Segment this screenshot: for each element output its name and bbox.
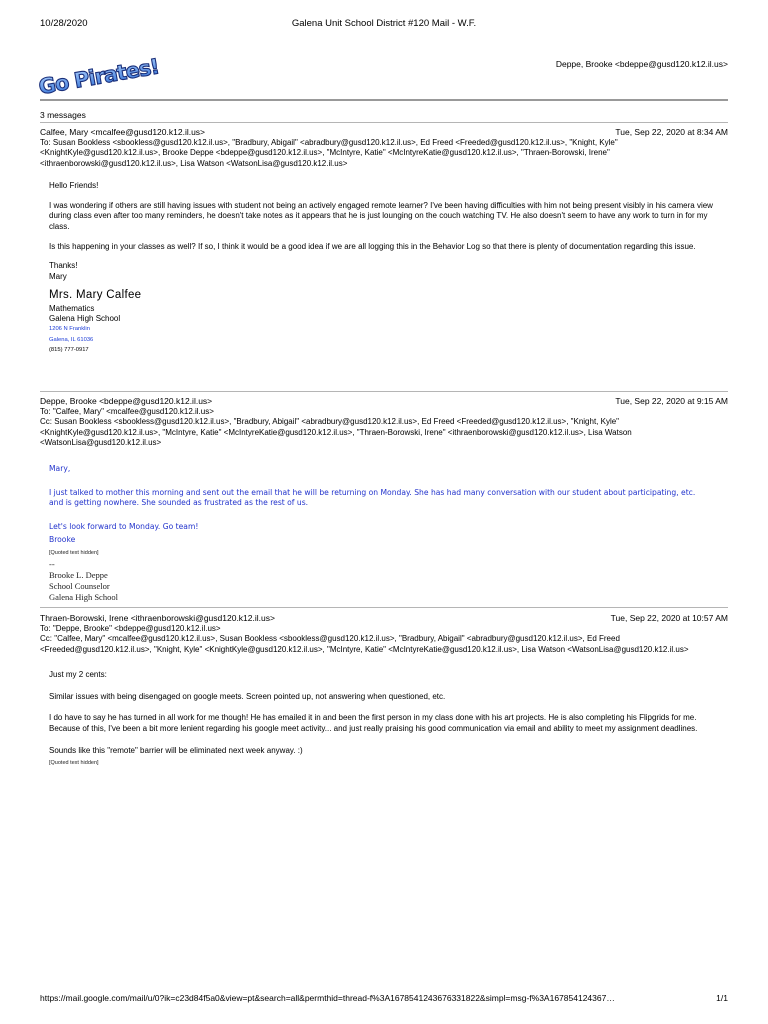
divider xyxy=(40,391,728,392)
page-number: 1/1 xyxy=(716,993,728,1003)
message-date: Tue, Sep 22, 2020 at 9:15 AM xyxy=(615,396,728,406)
body-paragraph: Is this happening in your classes as well? If so, I think it would be a good idea if we are all logging this in the Behavior Log so that there is plenty of documentation regarding this issue. xyxy=(49,241,696,251)
body-paragraph: I just talked to mother this morning and sent out the email that he will be returning on Monday. She has had many conversation with our student about participating, etc. xyxy=(49,487,696,497)
signature-school: Galena High School xyxy=(49,314,121,324)
body-paragraph: Let's look forward to Monday. Go team! xyxy=(49,522,199,532)
message-3 xyxy=(40,613,728,769)
body-paragraph: Mary xyxy=(49,271,67,281)
print-header xyxy=(40,18,728,32)
message-recipients: To: "Deppe, Brooke" <bdeppe@gusd120.k12.il.us> xyxy=(40,623,221,633)
message-count: 3 messages xyxy=(40,110,86,120)
message-body xyxy=(40,464,728,546)
print-date: 10/28/2020 xyxy=(40,18,88,29)
svg-text:Go Pirates!: Go Pirates! xyxy=(36,54,161,100)
message-sender: Deppe, Brooke <bdeppe@gusd120.k12.il.us> xyxy=(40,396,213,406)
message-body xyxy=(40,670,728,756)
body-paragraph: Brooke xyxy=(49,535,76,545)
go-pirates-logo xyxy=(36,48,161,100)
message-1 xyxy=(40,127,728,355)
print-title: Galena Unit School District #120 Mail - W.F. xyxy=(291,18,477,29)
body-paragraph: I do have to say he has turned in all work for me though! He has emailed it in and been the first person in my class done with his art projects. He is also completing his Flipgrids for me. Because of this, I've been a bit more lenient regarding his google meet activity... and just really praising his good communication via email and ability to meet my assignment deadlines. xyxy=(49,713,698,734)
body-paragraph: Sounds like this "remote" barrier will be eliminated next week anyway. :) xyxy=(49,745,303,755)
signature xyxy=(40,559,728,603)
signature-address-link[interactable]: 1206 N Franklin xyxy=(49,326,90,333)
message-sender: Thraen-Borowski, Irene <ithraenborowski@gusd120.k12.il.us> xyxy=(40,613,275,623)
body-paragraph: Just my 2 cents: xyxy=(49,670,107,680)
message-2 xyxy=(40,396,728,603)
signature-name: Brooke L. Deppe xyxy=(49,570,108,581)
message-body xyxy=(40,181,728,355)
signature-name: Mrs. Mary Calfee xyxy=(49,289,142,302)
message-recipients: To: "Calfee, Mary" <mcalfee@gusd120.k12.il.us> xyxy=(40,406,214,416)
divider xyxy=(40,122,728,123)
signature-address-link[interactable]: Galena, IL 61036 xyxy=(49,337,94,344)
message-cc: Cc: Susan Bookless <sbookless@gusd120.k12.il.us>, "Bradbury, Abigail" <abradbury@gusd120.k12.il.us>, Ed Freed <Freeded@gusd120.k12.il.us>, "Knight, Kyle" <KnightKyle@gusd120.k12.il.us>, "McIntyre, Katie" <McIntyreKatie@gusd120.k12.il.us>, "Thraen-Borowski, Irene" <ithraenborowski@gusd120.k12.il.us>, Lisa Watson <WatsonLisa@gusd120.k12.il.us> xyxy=(40,417,632,448)
divider xyxy=(40,607,728,608)
signature-separator: -- xyxy=(49,559,55,570)
body-paragraph: I was wondering if others are still having issues with student not being an actively engaged remote learner? I've been having difficulties with him not being present visibly in his camera view during class even after too many reminders, he doesn't take notes as it appears that he is just lounging on the couch watching TV. He also doesn't seem to have any work to turn in for my class. xyxy=(49,200,713,232)
page-url: https://mail.google.com/mail/u/0?ik=c23d84f5a0&view=pt&search=all&permthid=thread-f%3A1678541243676331822&simpl=msg-f%3A167854124367… xyxy=(40,993,615,1003)
body-paragraph: Thanks! xyxy=(49,261,78,271)
signature-dept: Mathematics xyxy=(49,304,95,314)
body-paragraph: Hello Friends! xyxy=(49,181,99,191)
message-cc: Cc: "Calfee, Mary" <mcalfee@gusd120.k12.il.us>, Susan Bookless <sbookless@gusd120.k12.il.us>, "Bradbury, Abigail" <abradbury@gusd120.k12.il.us>, Ed Freed <Freeded@gusd120.k12.il.us>, "Knight, Kyle" <KnightKyle@gusd120.k12.il.us>, "McIntyre, Katie" <McIntyreKatie@gusd120.k12.il.us>, Lisa Watson <WatsonLisa@gusd120.k12.il.us> xyxy=(40,634,689,654)
account-email: Deppe, Brooke <bdeppe@gusd120.k12.il.us> xyxy=(555,59,728,69)
message-date: Tue, Sep 22, 2020 at 8:34 AM xyxy=(615,127,728,137)
signature-phone: (815) 777-0917 xyxy=(49,347,89,354)
message-sender: Calfee, Mary <mcalfee@gusd120.k12.il.us> xyxy=(40,127,206,137)
body-paragraph: and is getting nowhere. She sounded as frustrated as the rest of us. xyxy=(49,498,309,508)
quoted-text-toggle[interactable]: [Quoted text hidden] xyxy=(49,760,99,767)
header-divider xyxy=(40,99,728,101)
body-paragraph: Similar issues with being disengaged on google meets. Screen pointed up, not answering when questioned, etc. xyxy=(49,691,446,701)
quoted-text-toggle[interactable]: [Quoted text hidden] xyxy=(49,549,99,556)
message-date: Tue, Sep 22, 2020 at 10:57 AM xyxy=(610,613,728,623)
signature-school: Galena High School xyxy=(49,592,118,603)
message-recipients: To: Susan Bookless <sbookless@gusd120.k12.il.us>, "Bradbury, Abigail" <abradbury@gusd120.k12.il.us>, Ed Freed <Freeded@gusd120.k12.il.us>, "Knight, Kyle" <KnightKyle@gusd120.k12.il.us>, Brooke Deppe <bdeppe@gusd120.k12.il.us>, "McIntyre, Katie" <McIntyreKatie@gusd120.k12.il.us>, "Thraen-Borowski, Irene" <ithraenborowski@gusd120.k12.il.us>, Lisa Watson <WatsonLisa@gusd120.k12.il.us> xyxy=(40,137,618,168)
signature-title: School Counselor xyxy=(49,581,110,592)
body-paragraph: Mary, xyxy=(49,463,71,473)
